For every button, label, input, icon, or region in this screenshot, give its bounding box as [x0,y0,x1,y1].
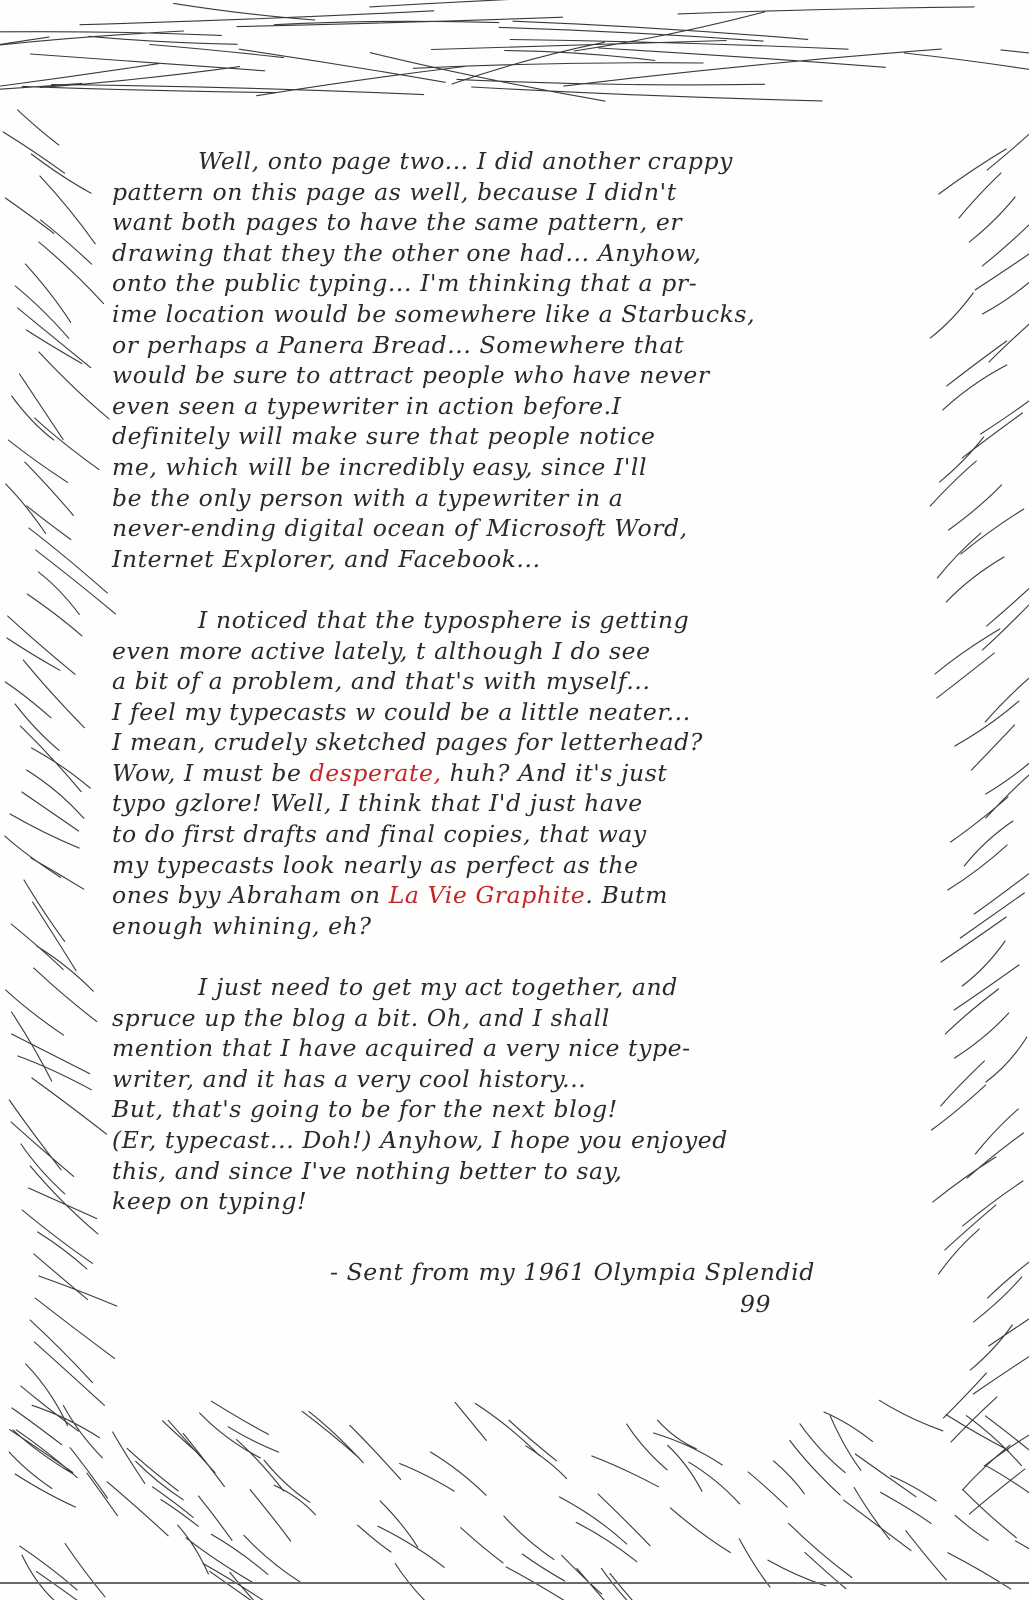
border-stroke [5,682,51,718]
border-stroke [3,132,64,173]
border-stroke [904,53,1029,87]
border-stroke [955,1515,988,1540]
border-stroke [947,341,1007,386]
border-stroke [25,264,70,322]
border-stroke [65,1544,105,1597]
text-line: onto the public typing... I'm thinking that a pr- [112,269,698,298]
border-stroke [244,1535,300,1582]
border-stroke [987,125,1029,170]
text-line: ime location would be somewhere like a Starbucks, [112,299,756,328]
border-stroke [964,821,1013,866]
text-line: (Er, typecast... Doh!) Anyhow, I hope you enjoyed [112,1126,728,1154]
text-line: spruce up the blog a bit. Oh, and I shall [112,1003,610,1032]
border-stroke [37,1572,88,1600]
border-stroke [658,1420,697,1449]
border-stroke [974,869,1029,914]
text-line: a bit of a problem, and that's with myself... [112,667,651,696]
text-segment: ones byy Abraham on [112,881,389,910]
border-stroke [955,1013,1009,1058]
border-stroke [790,1441,840,1496]
border-stroke [601,1568,649,1600]
border-stroke [989,1301,1029,1346]
border-stroke [824,1412,873,1442]
border-stroke [678,7,974,14]
border-stroke [933,1157,996,1202]
border-stroke [946,1415,1008,1451]
text-line: I noticed that the typosphere is getting [198,605,690,634]
border-stroke [12,1034,90,1074]
text-line: or perhaps a Panera Bread... Somewhere that [112,330,685,359]
border-stroke [945,1205,996,1250]
border-stroke [748,1472,787,1507]
text-line-with-red [112,880,942,911]
border-stroke [30,1166,98,1234]
border-stroke [559,1497,626,1544]
border-stroke [960,893,1024,938]
border-stroke [949,485,1002,530]
border-stroke [350,1425,401,1479]
border-stroke [975,1109,1018,1154]
border-stroke [576,1522,637,1561]
text-line-with-red [112,758,942,789]
border-stroke [577,1568,611,1600]
border-stroke [983,269,1029,314]
border-stroke [230,1572,279,1600]
border-stroke [475,1404,539,1456]
text-line: me, which will be incredibly easy, since I'll [112,452,648,481]
text-line: even seen a typewriter in action before.I [112,391,622,420]
border-stroke [969,197,1015,242]
border-stroke [87,1473,117,1516]
border-stroke [961,509,1024,554]
text-line: be the only person with a typewriter in a [112,483,624,512]
border-stroke [504,1516,554,1560]
border-stroke [7,638,60,670]
text-line: never-ending digital ocean of Microsoft Word, [112,514,688,543]
border-stroke [970,1325,1012,1370]
border-stroke [941,1061,985,1106]
border-stroke [161,1500,198,1527]
border-stroke [228,1427,278,1452]
border-stroke [107,1482,168,1536]
border-stroke [22,86,276,92]
border-stroke [969,1469,1025,1514]
border-stroke [855,1454,916,1497]
border-stroke [941,917,1006,962]
border-stroke [36,550,116,614]
border-stroke [982,605,1029,650]
border-stroke [939,1229,980,1274]
text-line: I just need to get my act together, and [198,973,678,1002]
text-line: Well, onto page two... I did another crappy [198,147,733,175]
border-stroke [954,965,1019,1010]
text-line: drawing that they the other one had... Anyhow, [112,238,702,267]
text-line: definitely will make sure that people notice [112,422,656,451]
border-stroke [959,173,1001,218]
text-segment: huh? And it's just [441,758,668,787]
border-stroke [986,1037,1027,1082]
border-stroke [844,1500,911,1551]
text-line: mention that I have acquired a very nice type- [112,1034,691,1063]
border-stroke [23,660,84,728]
border-stroke [153,1487,194,1518]
border-stroke [774,1461,805,1494]
border-stroke [27,770,84,818]
text-line: want both pages to have the same pattern, er [112,208,683,237]
border-stroke [18,1056,92,1090]
border-stroke [985,677,1029,722]
border-stroke [513,21,808,39]
border-stroke [200,1413,261,1458]
border-stroke [945,989,998,1034]
border-stroke [510,40,848,50]
border-stroke [939,149,1006,194]
border-stroke [592,1456,659,1487]
border-stroke [610,1574,657,1600]
text-line: keep on typing! [112,1187,308,1216]
text-line: But, that's going to be for the next blog! [112,1095,618,1124]
border-stroke [989,317,1029,362]
text-line: writer, and it has a very cool history... [112,1064,587,1093]
border-stroke [274,1485,315,1515]
border-stroke [39,352,109,419]
border-stroke [237,1440,284,1491]
border-stroke [937,533,981,578]
border-stroke [879,1400,942,1431]
border-stroke [689,1462,740,1504]
border-stroke [18,110,59,145]
paragraph-3 [112,972,942,1217]
border-stroke [940,437,984,482]
text-line: I mean, crudely sketched pages for letterhead? [112,728,703,757]
border-stroke [461,1528,503,1563]
border-stroke [30,1320,92,1383]
border-stroke [27,506,71,540]
border-stroke [975,245,1029,290]
border-stroke [948,845,1007,890]
border-stroke [668,1445,702,1491]
border-stroke [906,1531,947,1580]
border-stroke [211,1401,268,1434]
text-line: pattern on this page as well, because I didn't [112,177,677,206]
border-stroke [89,36,237,44]
border-stroke [854,1488,889,1540]
border-stroke [509,1420,557,1461]
border-stroke [986,749,1029,794]
border-stroke [198,1496,232,1540]
border-stroke [378,1526,444,1567]
border-stroke [31,858,84,889]
text-line: my typecasts look nearly as perfect as the [112,850,639,879]
text-line: Internet Explorer, and Facebook... [112,544,541,573]
border-stroke [943,1373,986,1418]
border-stroke [358,1525,391,1552]
border-stroke [31,154,91,193]
border-stroke [627,1424,667,1470]
border-stroke [33,902,76,971]
border-stroke [974,1277,1022,1322]
border-stroke [562,1555,602,1594]
border-stroke [18,308,91,368]
border-stroke [400,1464,455,1492]
border-stroke [800,1424,845,1473]
border-stroke [178,1525,209,1574]
border-stroke [943,365,1007,410]
typewritten-body [112,146,942,1247]
border-stroke [967,1133,1023,1178]
border-stroke [10,814,79,848]
text-line: this, and since I've nothing better to say, [112,1156,623,1185]
border-stroke [39,572,80,614]
text-line: even more active lately, t although I do see [112,636,651,665]
border-stroke [670,1508,730,1553]
border-stroke [34,1342,104,1405]
border-stroke [380,1501,418,1547]
border-stroke [937,653,994,698]
text-line: would be sure to attract people who have never [112,361,710,390]
border-stroke [10,1430,73,1473]
text-segment: Wow, I must be [112,758,310,787]
border-stroke [472,87,822,101]
border-stroke [654,1433,723,1465]
border-stroke [955,701,1019,746]
border-stroke [264,1460,310,1502]
border-stroke [6,990,64,1035]
signature-model-number: 99 [740,1290,772,1318]
scan-edge-line [0,1582,1029,1584]
paragraph-1 [112,146,942,574]
border-stroke [505,51,655,61]
border-stroke [891,1476,937,1501]
border-stroke [24,880,65,941]
border-stroke [186,1538,253,1583]
border-stroke [946,557,1004,602]
border-stroke [973,1349,1029,1394]
border-stroke [302,1411,359,1457]
text-line: typo gzlore! Well, I think that I'd just have [112,789,643,818]
text-line: I feel my typecasts w could be a little neater... [112,697,691,726]
border-stroke [5,836,61,877]
border-stroke [15,1474,75,1507]
border-stroke [370,0,719,7]
border-stroke [1016,1541,1029,1571]
signature-line: - Sent from my 1961 Olympia Splendid [330,1258,815,1286]
border-stroke [250,1490,291,1541]
border-stroke [598,1494,650,1546]
border-stroke [239,49,445,82]
border-stroke [211,1534,268,1574]
text-line: to do first drafts and final copies, that way [112,820,647,849]
border-stroke [40,176,95,244]
border-stroke [881,1492,932,1523]
border-stroke [984,1421,1029,1466]
border-stroke [63,1406,102,1458]
paragraph-2 [112,605,942,942]
border-stroke [526,1446,567,1479]
border-stroke [41,220,92,264]
border-stroke [22,1555,54,1600]
border-stroke [113,1432,145,1483]
border-stroke [987,581,1029,626]
border-stroke [935,629,1000,674]
border-stroke [789,1523,852,1577]
border-stroke [127,1449,178,1491]
border-stroke [963,1181,1023,1226]
border-stroke [35,418,100,470]
border-stroke [150,45,284,58]
text-segment: . Butm [585,881,668,910]
border-stroke [499,27,763,41]
border-stroke [951,797,1008,842]
border-stroke [237,17,563,26]
border-stroke [981,389,1029,434]
border-stroke [5,198,54,233]
border-stroke [431,1452,487,1495]
border-stroke [34,968,97,1022]
border-stroke [6,484,46,534]
border-stroke [22,1210,92,1263]
border-stroke [830,1416,861,1471]
border-stroke [26,330,81,364]
red-ink-word: desperate, [309,758,442,787]
border-stroke [0,32,221,36]
red-ink-word: La Vie Graphite [388,881,586,910]
border-stroke [39,242,104,304]
border-stroke [70,1448,107,1498]
border-stroke [21,1144,65,1194]
border-stroke [522,1554,564,1581]
border-stroke [168,1420,215,1472]
border-stroke [12,396,54,440]
border-stroke [11,1122,74,1176]
border-stroke [32,1078,107,1134]
border-stroke [27,594,82,636]
border-stroke [39,1276,117,1306]
border-stroke [739,1539,770,1587]
text-line: enough whining, eh? [112,911,372,940]
border-stroke [257,67,465,96]
border-stroke [35,1298,114,1358]
